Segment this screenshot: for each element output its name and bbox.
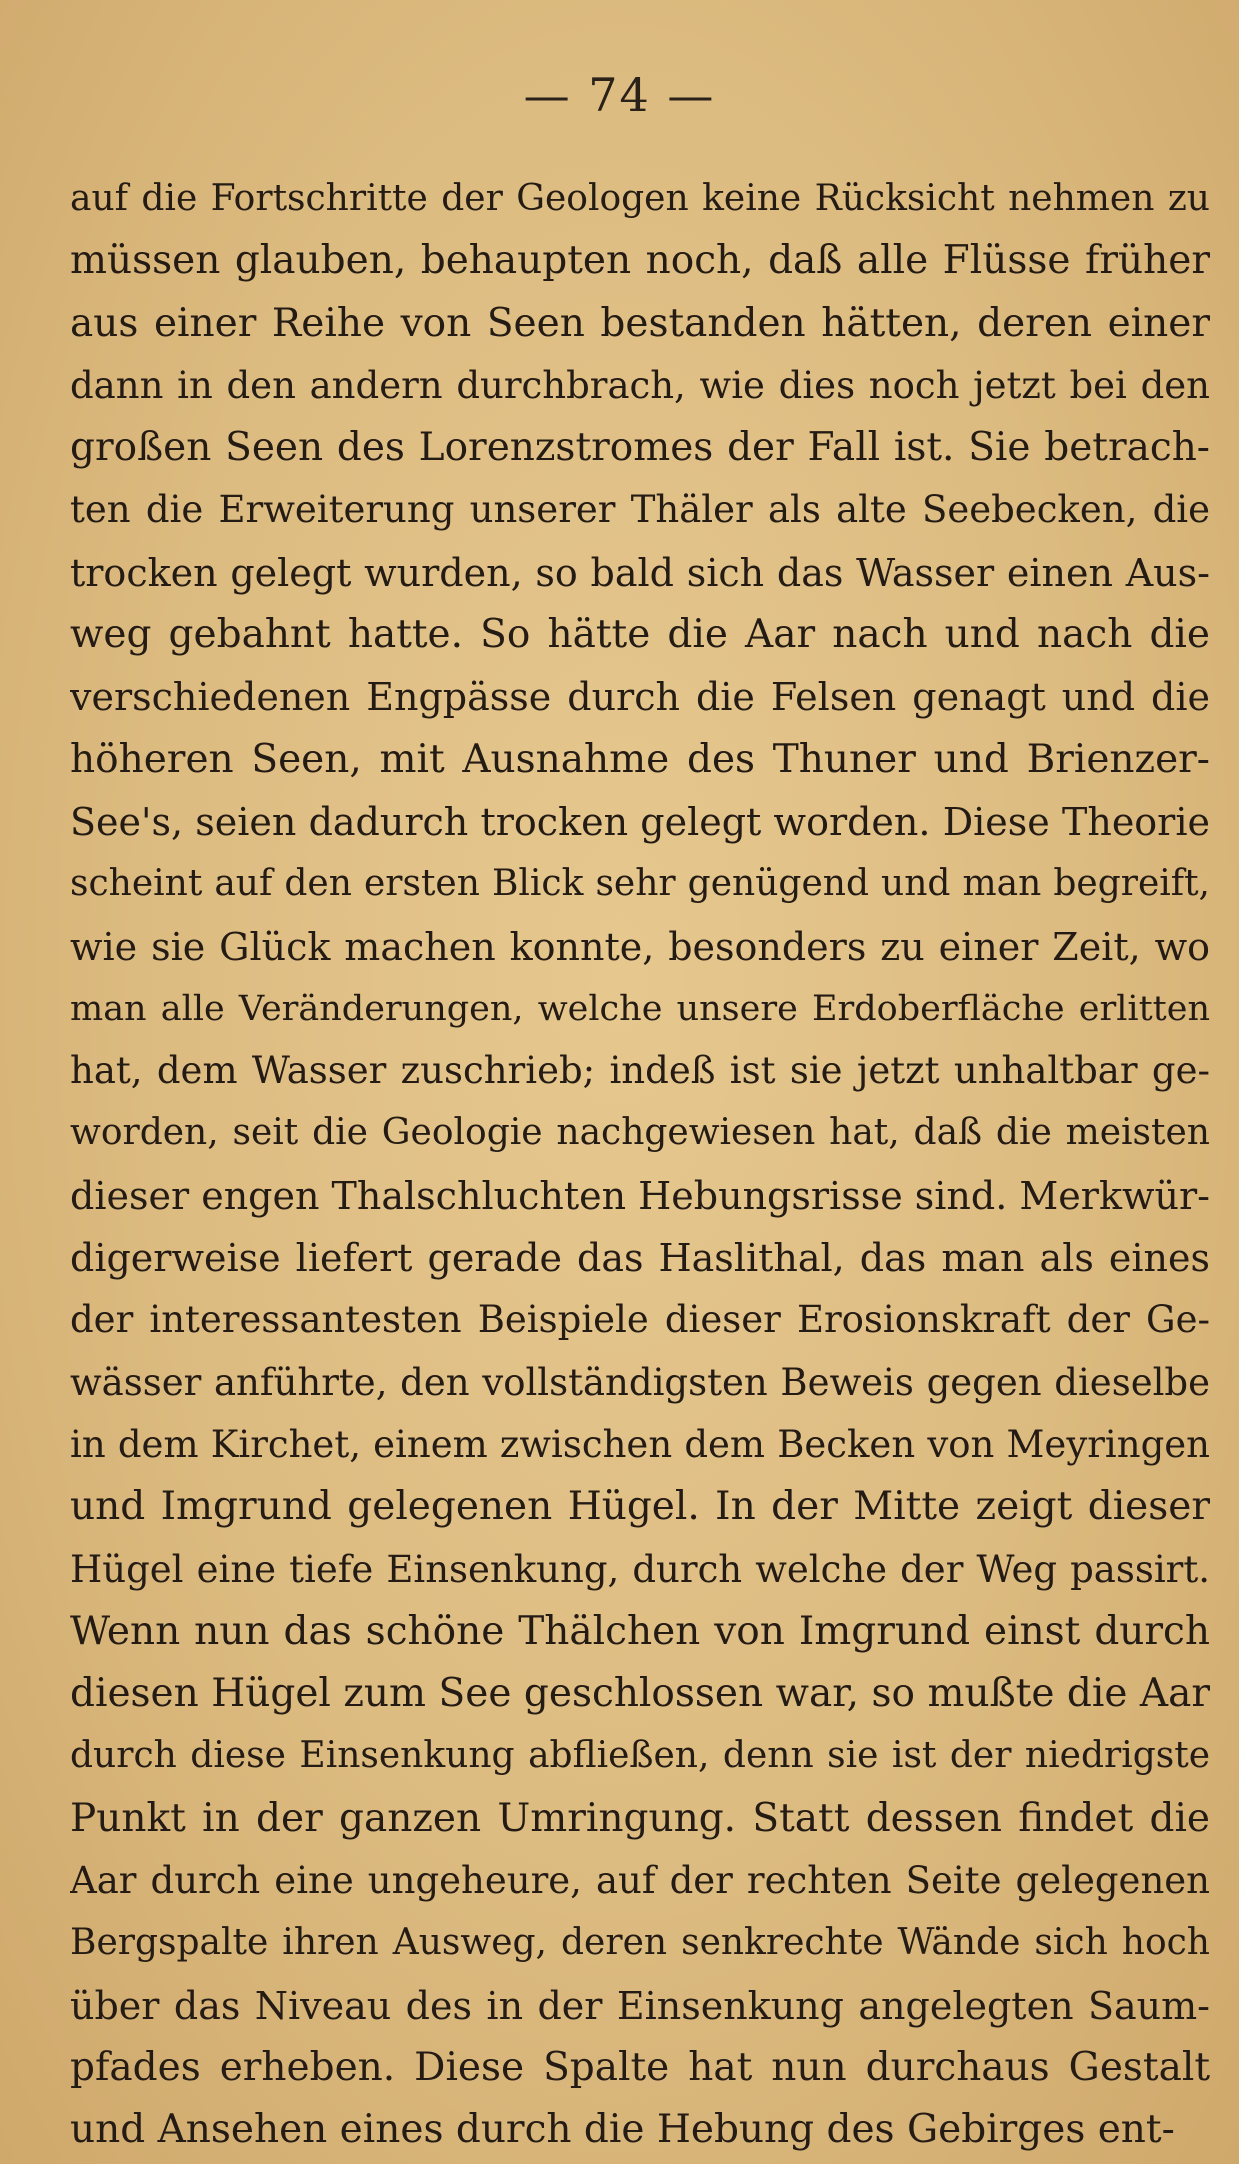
text-line: trocken gelegt wurden, so bald sich das Wasser einen Aus- — [70, 550, 1210, 595]
text-line: aus einer Reihe von Seen bestanden hätten, deren einer — [70, 300, 1210, 346]
page-number: — 74 — — [523, 68, 716, 122]
text-line: digerweise liefert gerade das Haslithal, das man als eines — [70, 1236, 1210, 1281]
text-line: pfades erheben. Diese Spalte hat nun durchaus Gestalt — [70, 2044, 1210, 2090]
text-line: und Ansehen eines durch die Hebung des Gebirges ent- — [70, 2107, 1175, 2153]
text-line: scheint auf den ersten Blick sehr genügend und man begreift, — [70, 863, 1210, 905]
text-line: wässer anführte, den vollständigsten Beweis gegen dieselbe — [70, 1360, 1210, 1404]
text-line: großen Seen des Lorenzstromes der Fall ist. Sie betrach- — [70, 425, 1210, 471]
text-line: Punkt in der ganzen Umringung. Statt dessen findet die — [70, 1795, 1210, 1841]
text-line: ten die Erweiterung unserer Thäler als alte Seebecken, die — [70, 488, 1210, 532]
text-line: worden, seit die Geologie nachgewiesen hat, daß die meisten — [70, 1112, 1210, 1154]
text-line: Bergspalte ihren Ausweg, deren senkrechte Wände sich hoch — [70, 1922, 1210, 1964]
text-line: See's, seien dadurch trocken gelegt worden. Diese Theorie — [70, 799, 1210, 844]
text-line: höheren Seen, mit Ausnahme des Thuner und Brienzer- — [70, 736, 1210, 782]
text-line: der interessantesten Beispiele dieser Erosionskraft der Ge- — [70, 1298, 1210, 1342]
text-line: über das Niveau des in der Einsenkung angelegten Saum- — [70, 1983, 1210, 2028]
text-line: Aar durch eine ungeheure, auf der rechten Seite gelegenen — [70, 1859, 1210, 1903]
text-line: auf die Fortschritte der Geologen keine Rücksicht nehmen zu — [70, 178, 1210, 219]
text-line: durch diese Einsenkung abfließen, denn sie ist der niedrigste — [70, 1735, 1210, 1777]
text-line: dieser engen Thalschluchten Hebungsrisse sind. Merkwür- — [70, 1173, 1210, 1218]
text-line: müssen glauben, behaupten noch, daß alle Flüsse früher — [70, 238, 1210, 284]
text-line: Hügel eine tiefe Einsenkung, durch welche der Weg passirt. — [70, 1547, 1210, 1591]
text-line: dann in den andern durchbrach, wie dies noch jetzt bei den — [70, 363, 1210, 407]
text-line: weg gebahnt hatte. So hätte die Aar nach und nach die — [70, 612, 1210, 658]
text-line: diesen Hügel zum See geschlossen war, so mußte die Aar — [70, 1671, 1210, 1717]
text-line: Wenn nun das schöne Thälchen von Imgrund einst durch — [70, 1608, 1210, 1654]
text-line: verschiedenen Engpässe durch die Felsen genagt und die — [70, 675, 1210, 720]
text-line: hat, dem Wasser zuschrieb; indeß ist sie jetzt unhaltbar ge- — [70, 1049, 1210, 1093]
text-line: in dem Kirchet, einem zwischen dem Becken von Meyringen — [70, 1422, 1210, 1466]
body-text — [70, 168, 1210, 2162]
text-line: wie sie Glück machen konnte, besonders zu einer Zeit, wo — [70, 924, 1210, 969]
text-line: man alle Veränderungen, welche unsere Erdoberfläche erlitten — [70, 988, 1210, 1029]
text-line: und Imgrund gelegenen Hügel. In der Mitte zeigt dieser — [70, 1484, 1210, 1530]
